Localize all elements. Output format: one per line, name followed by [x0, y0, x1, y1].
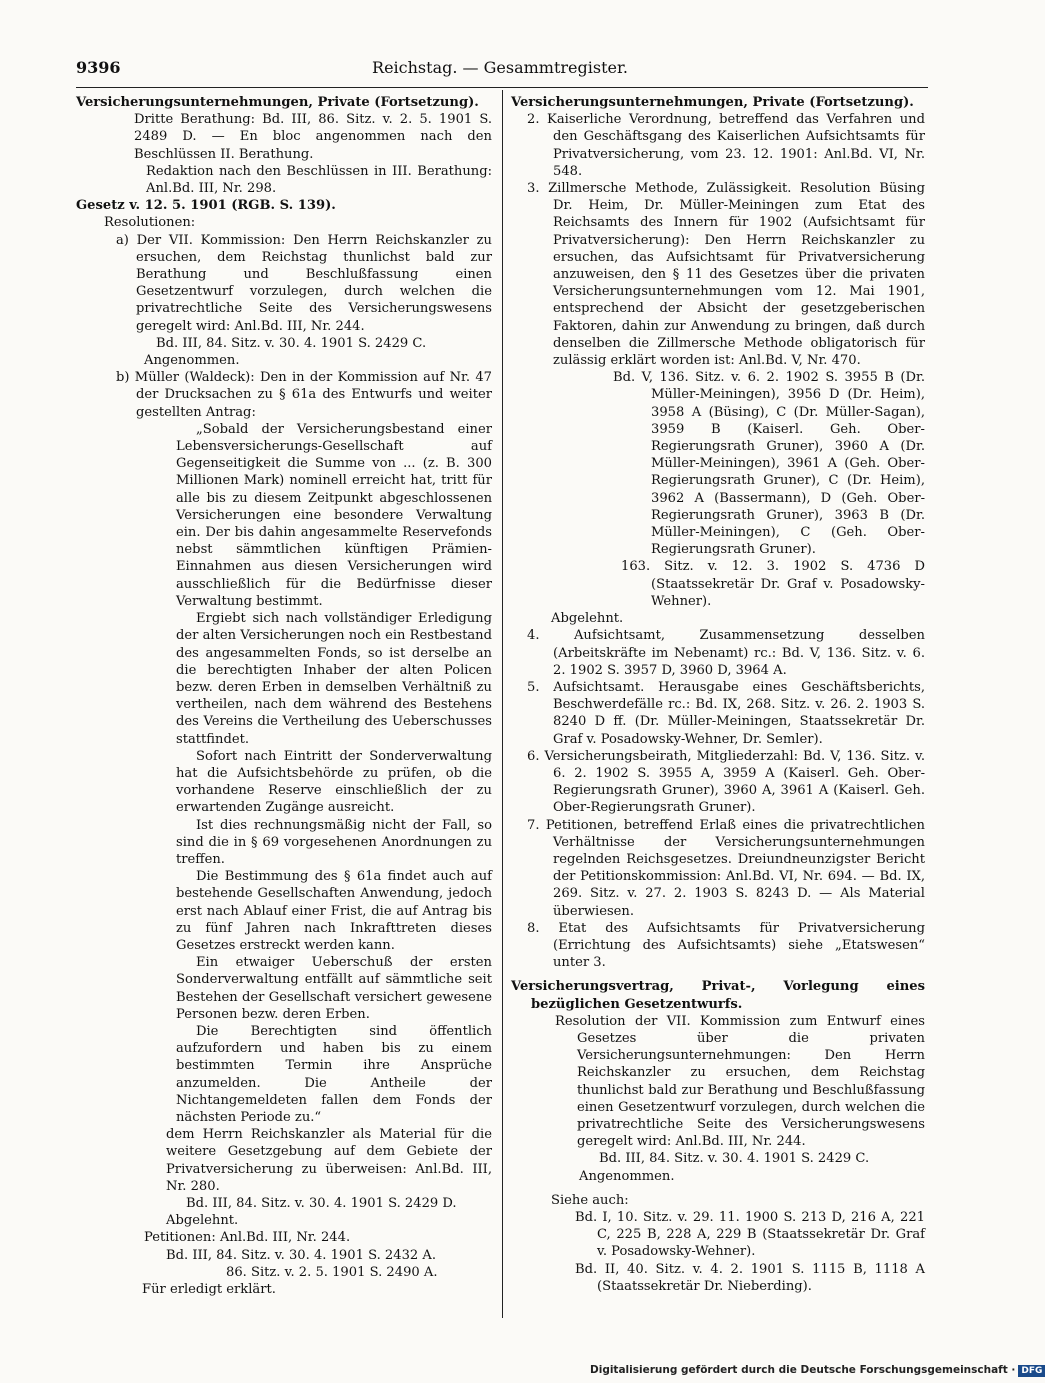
entry-text: dem Herrn Reichskanzler als Material für die weitere Gesetzgebung auf dem Gebiete der Privatversicherung zu überweisen: Anl.Bd. III, Nr. 280.	[166, 1127, 492, 1194]
list-item: 8. Etat des Aufsichtsamts für Privatversicherung (Errichtung des Aufsichtsamts) siehe „Etatswesen“ unter 3.	[527, 920, 925, 971]
page-header	[76, 58, 924, 84]
left-column	[76, 94, 492, 1298]
outcome: Angenommen.	[144, 353, 240, 369]
list-item: 5. Aufsichtsamt. Herausgabe eines Geschäftsberichts, Beschwerdefälle rc.: Bd. IX, 268. Sitz. v. 26. 2. 1903 S. 8240 D ff. (Dr. Müller-Meiningen, Staatssekretär Dr. Graf v. Posadowsky-Wehner, Dr. Semler).	[527, 679, 925, 747]
list-item: 2. Kaiserliche Verordnung, betreffend das Verfahren und den Geschäftsgang des Kaiserlichen Aufsichtsamts für Privatversicherung, vom 23. 12. 1901: Anl.Bd. VI, Nr. 548.	[527, 112, 925, 179]
list-item: 7. Petitionen, betreffend Erlaß eines die privatrechtlichen Verhältnisse der Versicherungsunternehmungen regelnden Reichsgesetzes. Dreiundneunzigster Bericht der Petitionskommission: Anl.Bd. VI, Nr. 694. — Bd. IX, 269. Sitz. v. 27. 2. 1903 S. 8243 D. — Als Material überwiesen.	[527, 817, 925, 919]
right-column	[511, 94, 925, 1295]
entry-text: Dritte Berathung: Bd. III, 86. Sitz. v. 2. 5. 1901 S. 2489 D. — En bloc angenommen nach den Beschlüssen II. Berathung.	[134, 112, 492, 162]
entry-text: Resolution der VII. Kommission zum Entwurf eines Gesetzes über die privaten Versicherungsunternehmungen: Den Herrn Reichskanzler zu ersuchen, dem Reichstag thunlichst bald zur Berathung und Beschlußfassung einen Gesetzentwurf vorzulegen, durch welchen die privatrechtliche Seite des Versicherungswesens geregelt wird: Anl.Bd. III, Nr. 244.	[555, 1013, 925, 1150]
credit-text: Digitalisierung gefördert durch die Deutsche Forschungsgemeinschaft ·	[590, 1364, 1016, 1376]
digitization-credit	[590, 1364, 1045, 1377]
section-heading: Versicherungsunternehmungen, Private (Fortsetzung).	[76, 95, 479, 110]
quote-paragraph: „Sobald der Versicherungsbestand einer Lebensversicherungs-Gesellschaft auf Gegenseitigkeit die Summe von ... (z. B. 300 Millionen Mark) nominell erreicht hat, tritt für alle bis zu diesem Zeitpunkt abgeschlossenen Versicherungen eine besondere Verwaltung ein. Der bis dahin angesammelte Reservefonds nebst sämmtlichen künftigen Prämien-Einnahmen aus diesen Versicherungen wird ausschließlich für die Bedürfnisse dieser Verwaltung bestimmt.	[176, 421, 492, 609]
entry-text: Redaktion nach den Beschlüssen in III. Berathung: Anl.Bd. III, Nr. 298.	[146, 163, 492, 197]
page-number: 9396	[76, 58, 121, 77]
outcome: Abgelehnt.	[166, 1213, 239, 1229]
entry-subheading: Resolutionen:	[104, 215, 196, 231]
list-item: 3. Zillmersche Methode, Zulässigkeit. Resolution Büsing Dr. Heim, Dr. Müller-Meiningen zum Etat des Reichsamts des Innern für 1902 (Aufsichtsamt für Privatversicherung): Den Herrn Reichskanzler zu ersuchen, das Aufsichtsamt für Privatversicherung anzuweisen, den § 11 des Gesetzes über die privaten Versicherungsunternehmungen vom 12. Mai 1901, entsprechend der Absicht der gesetzgeberischen Faktoren, dahin zur Anwendung zu bringen, daß durch denselben die Zillmersche Methode obligatorisch für zulässig erklärt worden ist: Anl.Bd. V, Nr. 470.	[527, 181, 925, 369]
reference: Bd. I, 10. Sitz. v. 29. 11. 1900 S. 213 D, 216 A, 221 C, 225 B, 228 A, 229 B (Staatssekretär Dr. Graf v. Posadowsky-Wehner).	[575, 1210, 925, 1260]
quote-paragraph: Ergiebt sich nach vollständiger Erledigung der alten Versicherungen noch ein Restbestand des angesammelten Fonds, so ist derselbe an die berechtigten Inhaber der alten Policen bezw. deren Erben in demselben Verhältniß zu vertheilen, nach dem während des Bestehens des Vereins die Vertheilung des Ueberschusses stattfindet.	[176, 611, 492, 747]
running-title: Reichstag. — Gesammtregister.	[372, 58, 628, 77]
quote-paragraph: Ist dies rechnungsmäßig nicht der Fall, so sind die in § 69 vorgesehenen Anordnungen zu treffen.	[176, 817, 492, 867]
reference: Bd. III, 84. Sitz. v. 30. 4. 1901 S. 2429 C.	[156, 335, 427, 351]
entry-law: Gesetz v. 12. 5. 1901 (RGB. S. 139).	[76, 198, 336, 214]
outcome: Abgelehnt.	[551, 611, 624, 627]
outcome: Angenommen.	[579, 1168, 675, 1184]
quote-paragraph: Sofort nach Eintritt der Sonderverwaltung hat die Aufsichtsbehörde zu prüfen, ob die vorhandene Reserve einschließlich der zu erwartenden Zugänge ausreicht.	[176, 748, 492, 816]
quote-paragraph: Die Bestimmung des § 61a findet auch auf bestehende Gesellschaften Anwendung, jedoch erst nach Ablauf einer Frist, die auf Antrag bis zu fünf Jahren nach Inkrafttreten dieses Gesetzes erstreckt werden kann.	[176, 869, 492, 953]
resolution-b: b) Müller (Waldeck): Den in der Kommission auf Nr. 47 der Drucksachen zu § 61a des Entwurfs und weiter gestellten Antrag:	[116, 370, 492, 420]
column-divider	[502, 90, 503, 1318]
quote-paragraph: Ein etwaiger Ueberschuß der ersten Sonderverwaltung entfällt auf sämmtliche seit Bestehen der Gesellschaft versichert gewesene Personen bezw. deren Erben.	[176, 955, 492, 1022]
reference: 163. Sitz. v. 12. 3. 1902 S. 4736 D (Staatssekretär Dr. Graf v. Posadowsky-Wehner).	[621, 559, 925, 609]
resolution-a: a) Der VII. Kommission: Den Herrn Reichskanzler zu ersuchen, dem Reichstag thunlichst bald zur Berathung und Beschlußfassung einen Gesetzentwurf vorzulegen, durch welchen die privatrechtliche Seite des Versicherungswesens geregelt wird: Anl.Bd. III, Nr. 244.	[116, 232, 492, 334]
reference: Bd. III, 84. Sitz. v. 30. 4. 1901 S. 2432 A.	[166, 1247, 437, 1263]
dfg-logo: DFG	[1018, 1365, 1045, 1377]
petitions: Petitionen: Anl.Bd. III, Nr. 244.	[144, 1230, 351, 1246]
header-rule	[76, 87, 928, 88]
reference: Bd. III, 84. Sitz. v. 30. 4. 1901 S. 2429 C.	[599, 1151, 870, 1167]
quote-paragraph: Die Berechtigten sind öffentlich aufzufordern und haben bis zu einem bestimmten Termin ihre Ansprüche anzumelden. Die Antheile der Nichtangemeldeten fallen dem Fonds der nächsten Periode zu.“	[176, 1023, 492, 1125]
section-heading: Versicherungsunternehmungen, Private (Fortsetzung).	[511, 95, 914, 110]
list-item: 6. Versicherungsbeirath, Mitgliederzahl: Bd. V, 136. Sitz. v. 6. 2. 1902 S. 3955 A, 3959 A (Kaiserl. Geh. Ober-Regierungsrath Gruner), 3960 A, 3961 A (Kaiserl. Geh. Ober-Regierungsrath Gruner).	[527, 748, 925, 816]
reference: Bd. V, 136. Sitz. v. 6. 2. 1902 S. 3955 B (Dr. Müller-Meiningen), 3956 D (Dr. Heim), 3958 A (Büsing), C (Dr. Müller-Sagan), 3959 B (Kaiserl. Geh. Ober-Regierungsrath Gruner), 3960 A (Dr. Müller-Meiningen), 3961 A (Geh. Ober-Regierungsrath Gruner), C (Dr. Heim), 3962 A (Bassermann), D (Geh. Ober-Regierungsrath Gruner), 3963 B (Dr. Müller-Meiningen), C (Geh. Ober-Regierungsrath Gruner).	[613, 370, 925, 558]
reference: 86. Sitz. v. 2. 5. 1901 S. 2490 A.	[226, 1264, 438, 1280]
outcome: Für erledigt erklärt.	[142, 1282, 276, 1298]
section-heading: Versicherungsvertrag, Privat-, Vorlegung eines bezüglichen Gesetzentwurfs.	[511, 979, 925, 1012]
reference: Bd. III, 84. Sitz. v. 30. 4. 1901 S. 2429 D.	[186, 1196, 457, 1211]
list-item: 4. Aufsichtsamt, Zusammensetzung desselben (Arbeitskräfte im Nebenamt) rc.: Bd. V, 136. Sitz. v. 6. 2. 1902 S. 3957 D, 3960 D, 3964 A.	[527, 628, 925, 678]
reference: Bd. II, 40. Sitz. v. 4. 2. 1901 S. 1115 B, 1118 A (Staatssekretär Dr. Nieberding).	[575, 1261, 925, 1294]
see-also: Siehe auch:	[551, 1192, 629, 1208]
